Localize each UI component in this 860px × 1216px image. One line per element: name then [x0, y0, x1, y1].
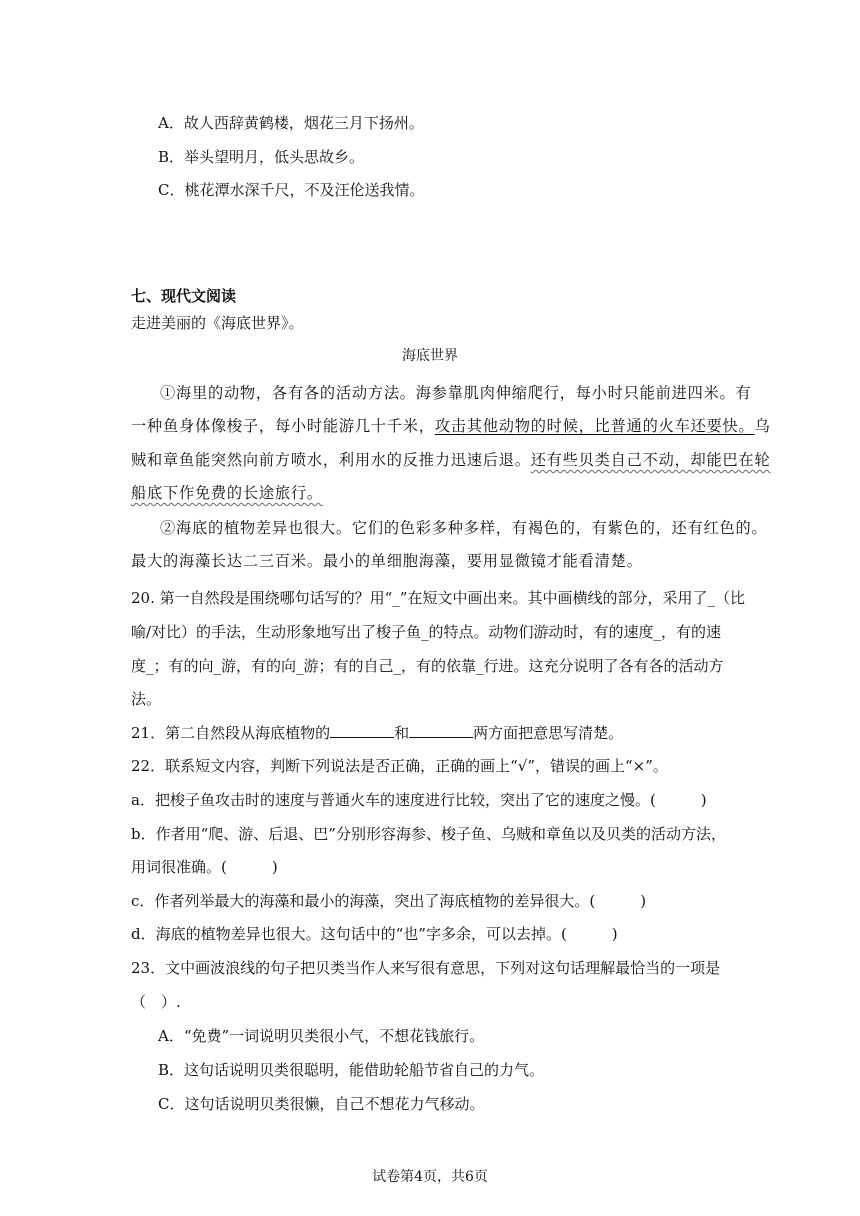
answer-blank [409, 723, 473, 738]
passage-p2-line2: 最大的海藻长达二三百米。最小的单细胞海藻，要用显微镜才能看清楚。 [131, 552, 643, 570]
passage-text: 贼和章鱼能突然向前方喷水，利用水的反推力迅速后退。 [131, 451, 531, 469]
q23-option-c: C．这句话说明贝类很懒，自己不想花力气移动。 [158, 1095, 485, 1113]
q23-option-b: B．这句话说明贝类很聪明，能借助轮船节省自己的力气。 [158, 1061, 545, 1079]
answer-blank [330, 723, 394, 738]
q21-text: 21．第二自然段从海底植物的 [131, 724, 331, 742]
passage-text: 乌 [754, 417, 771, 435]
section-intro: 走进美丽的《海底世界》。 [131, 314, 304, 332]
q22: 22．联系短文内容，判断下列说法是否正确，正确的画上“√”，错误的画上“×”。 [131, 757, 668, 775]
q22-item-d: d．海底的植物差异也很大。这句话中的“也”字多余，可以去掉。( ) [131, 925, 618, 943]
wavy-underlined-sentence: 还有些贝类自己不动，却能巴在轮 [530, 451, 771, 469]
q22-item-b-line2: 用词很准确。( ) [131, 858, 278, 876]
q21-text: 和 [394, 724, 410, 742]
q21-text: 两方面把意思写清楚。 [473, 724, 624, 742]
section-title: 七、现代文阅读 [131, 287, 237, 305]
q20-line1: 20. 第一自然段是围绕哪句话写的？用“_”在短文中画出来。其中画横线的部分，采用了_（比 [131, 589, 745, 607]
passage-p2-line1: ②海底的植物差异也很大。它们的色彩多种多样，有褐色的，有紫色的，还有红色的。 [160, 519, 768, 537]
passage-p1-line4 [131, 482, 323, 503]
passage-text: 一种鱼身体像梭子，每小时能游几十千米， [131, 417, 435, 435]
q20-line2: 喻/对比）的手法，生动形象地写出了梭子鱼_的特点。动物们游动时，有的速度_，有的速 [131, 623, 722, 641]
q22-item-a: a．把梭子鱼攻击时的速度与普通火车的速度进行比较，突出了它的速度之慢。( ) [131, 791, 707, 809]
q20-line4: 法。 [131, 690, 162, 708]
q23-option-a: A．“免费”一词说明贝类很小气，不想花钱旅行。 [158, 1027, 485, 1045]
q21 [131, 722, 623, 743]
prev-option-a: A．故人西辞黄鹤楼，烟花三月下扬州。 [158, 114, 424, 132]
q23-line2: （ ）. [131, 993, 181, 1011]
q23-line1: 23．文中画波浪线的句子把贝类当作人来写很有意思，下列对这句话理解最恰当的一项是 [131, 959, 721, 977]
underlined-sentence: 攻击其他动物的时候，比普通的火车还要快。 [434, 417, 755, 435]
q22-item-c: c．作者列举最大的海藻和最小的海藻，突出了海底植物的差异很大。( ) [131, 892, 647, 910]
page-footer: 试卷第4页，共6页 [372, 1169, 488, 1185]
wavy-underlined-sentence-end: 船底下作免费的长途旅行。 [131, 484, 323, 502]
passage-p1-line3 [131, 449, 771, 470]
prev-option-c: C．桃花潭水深千尺，不及汪伦送我情。 [158, 181, 425, 199]
passage-p1-line2 [131, 415, 771, 436]
q22-item-b-line1: b．作者用“爬、游、后退、巴”分别形容海参、梭子鱼、乌贼和章鱼以及贝类的活动方法， [131, 825, 726, 843]
q20-line3: 度_；有的向_游，有的向_游；有的自己_，有的依靠_行进。这充分说明了各有各的活动方 [131, 657, 724, 675]
passage-title: 海底世界 [402, 348, 458, 364]
prev-option-b: B．举头望明月，低头思故乡。 [158, 148, 365, 166]
passage-p1-line1: ①海里的动物，各有各的活动方法。海参靠肌肉伸缩爬行，每小时只能前进四米。有 [160, 384, 752, 402]
